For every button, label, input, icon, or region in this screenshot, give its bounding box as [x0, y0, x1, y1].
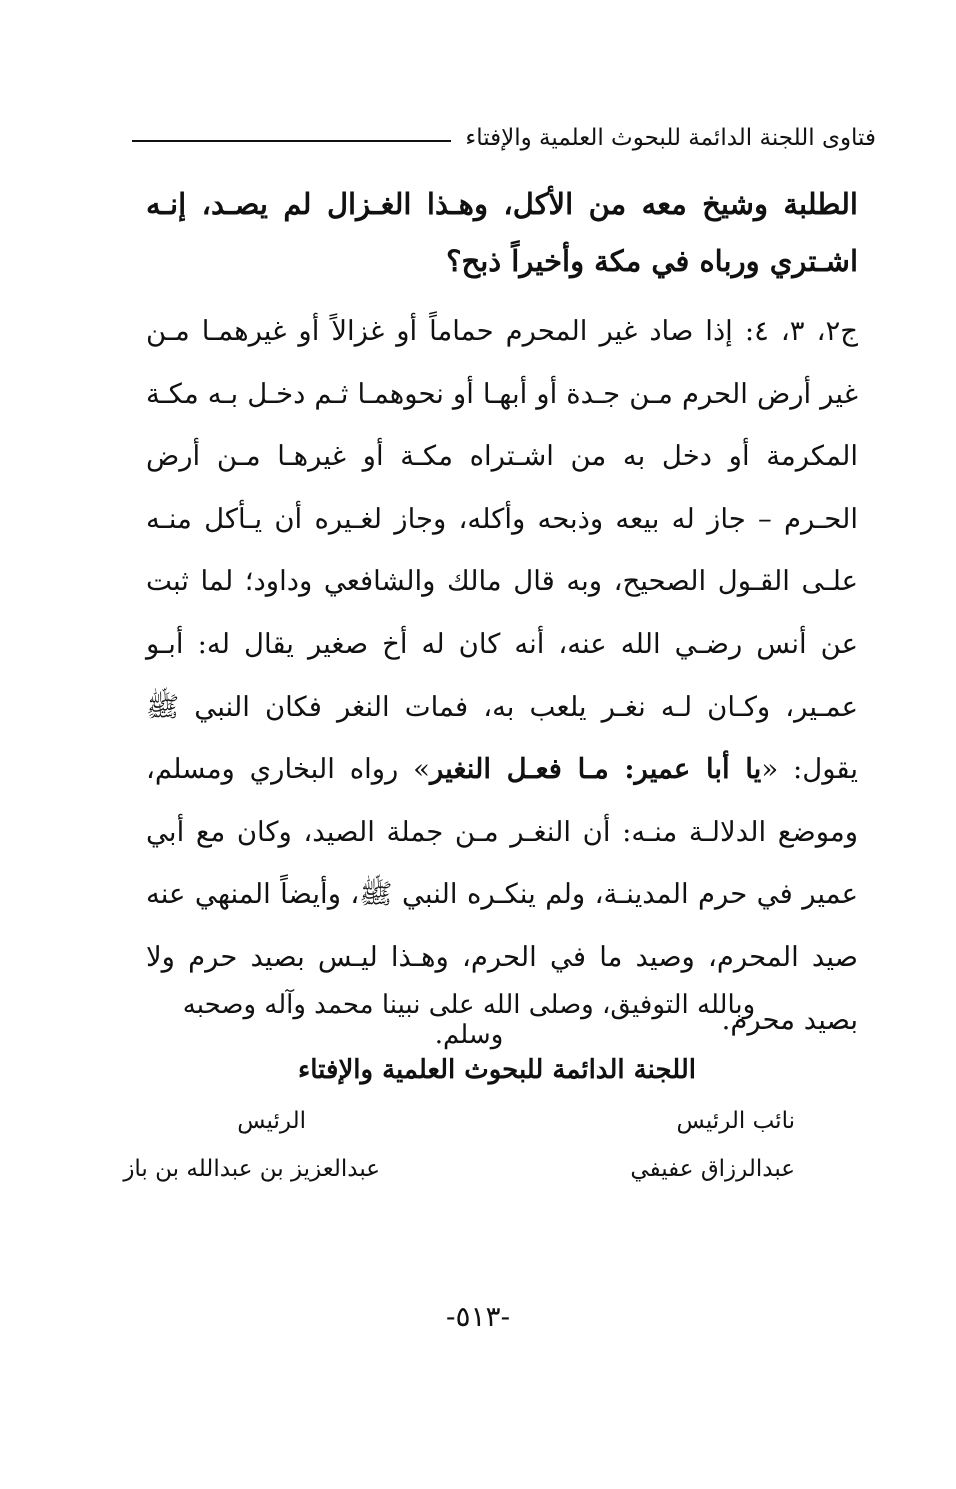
- president-name: عبدالعزيز بن عبدالله بن باز: [123, 1156, 380, 1182]
- president-title: الرئيس: [237, 1108, 306, 1134]
- question-text: الطلبة وشيخ معه من الأكل، وهـذا الغـزال لم يصـد، إنـه اشـتري ورباه في مكة وأخيراً ذبح؟: [146, 187, 858, 278]
- hadith-quote: يا أبا عمير: مـا فعـل النغير: [429, 753, 762, 786]
- closing-text: وبالله التوفيق، وصلى الله على نبينا محمد وآله وصحبه وسلم.: [182, 990, 756, 1050]
- fatwa-body: [146, 176, 858, 1051]
- answer-text: [146, 300, 858, 1051]
- book-title: فتاوى اللجنة الدائمة للبحوث العلمية والإفتاء: [465, 125, 876, 151]
- closing-line: [146, 990, 858, 1050]
- vice-president-title: نائب الرئيس: [676, 1108, 795, 1134]
- header-rule: [132, 140, 451, 142]
- committee-name: اللجنة الدائمة للبحوث العلمية والإفتاء: [298, 1055, 696, 1085]
- answer-part-1: ج٢، ٣، ٤: إذا صاد غير المحرم حماماً أو غزالاً أو غيرهمـا مـن غير أرض الحرم مـن جـدة أو أبهـا أو نحوهمـا ثـم دخـل بـه مكـة المكرمة أو دخل به من اشـتراه مكـة أو غيرهـا مـن أرض الحـرم – جاز له بيعه وذبحه وأكله، وجاز لغـيره أن يـأكل منـه علـى القـول الصحيح، وبه قال مالك والشافعي وداود؛ لما ثبت عن أنس رضـي الله عنه، أنه كان له أخ صغير يقال له: أبـو عمـير، وكـان لـه نغـر يلعب به، فمات النغر فكان النبي ﷺ يقول: «: [146, 315, 858, 786]
- vice-president-name: عبدالرزاق عفيفي: [630, 1156, 795, 1182]
- running-header: [132, 118, 876, 158]
- answer-part-2: » رواه البخاري ومسلم، وموضع الدلالـة منـه: أن النغـر مـن جملة الصيد، وكان مع أبي عمير في حرم المدينـة، ولم ينكـره النبي ﷺ، وأيضاً المنهي عنه صيد المحرم، وصيد ما في الحرم، وهـذا ليـس بصيد حرم ولا بصيد محرم.: [146, 753, 859, 1036]
- page-number: -٥١٣-: [445, 1300, 511, 1333]
- committee-heading: [146, 1055, 858, 1085]
